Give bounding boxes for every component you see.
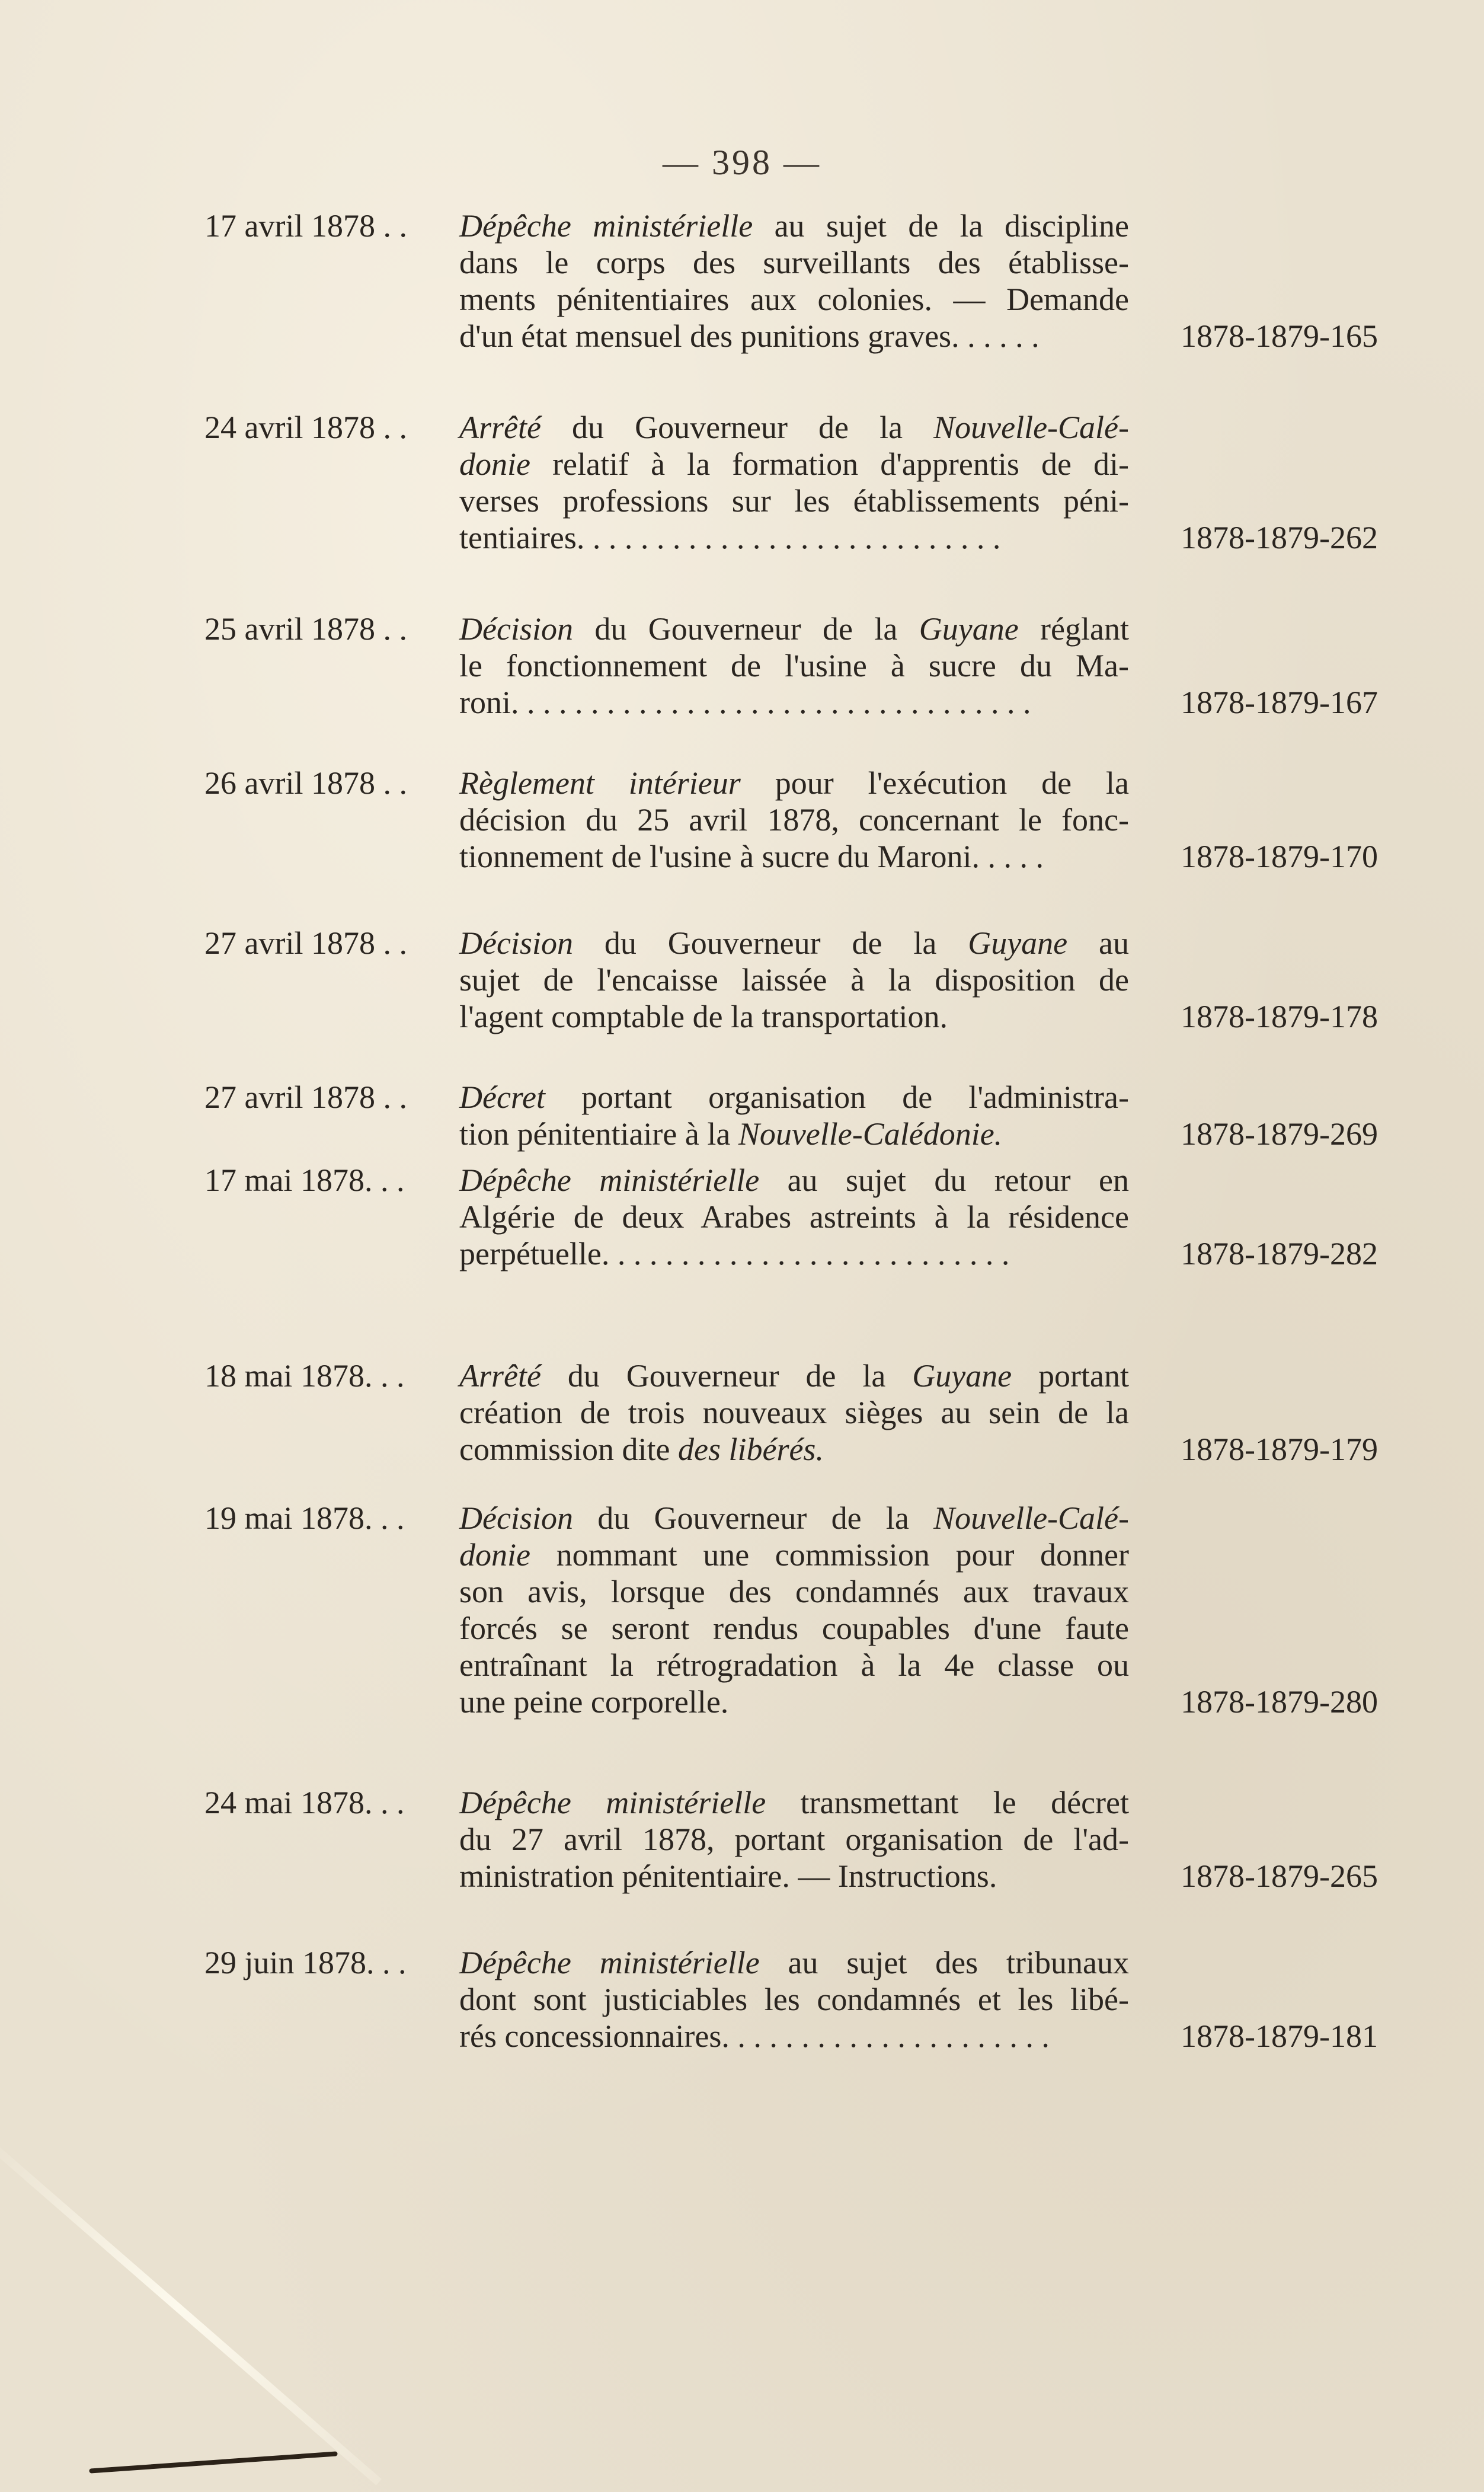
description-line: Décret portant organisation de l'administra- bbox=[459, 1079, 1129, 1115]
description-line: d'un état mensuel des punitions graves. . . . . . bbox=[459, 318, 1040, 354]
description-line: Décision du Gouverneur de la Guyane réglant bbox=[459, 611, 1129, 647]
description-line: sujet de l'encaisse laissée à la disposition de bbox=[459, 962, 1129, 998]
entry-date: 17 avril 1878 . . bbox=[204, 208, 407, 244]
entry-description bbox=[459, 1357, 1129, 1468]
paper-tear bbox=[89, 2451, 338, 2473]
description-line: roni. . . . . . . . . . . . . . . . . . . . . . . . . . . . . . . . . bbox=[459, 685, 1031, 720]
entry-reference: 1878-1879-178 bbox=[1181, 999, 1378, 1034]
entry-date: 25 avril 1878 . . bbox=[204, 611, 407, 647]
entry-date: 26 avril 1878 . . bbox=[204, 765, 407, 801]
entry-date: 24 avril 1878 . . bbox=[204, 410, 407, 445]
entry-date: 24 mai 1878. . . bbox=[204, 1785, 405, 1820]
description-line: une peine corporelle. bbox=[459, 1684, 729, 1720]
description-line: Dépêche ministérielle au sujet de la discipline bbox=[459, 208, 1129, 244]
description-line: Arrêté du Gouverneur de la Nouvelle-Calé- bbox=[459, 410, 1129, 445]
description-line: Dépêche ministérielle transmettant le décret bbox=[459, 1785, 1129, 1820]
entry-date: 18 mai 1878. . . bbox=[204, 1358, 405, 1394]
description-line: donie relatif à la formation d'apprentis de di- bbox=[459, 446, 1129, 482]
entry-date: 27 avril 1878 . . bbox=[204, 1079, 407, 1115]
entry-reference: 1878-1879-265 bbox=[1181, 1858, 1378, 1894]
entry-reference: 1878-1879-282 bbox=[1181, 1236, 1378, 1271]
description-line: Algérie de deux Arabes astreints à la résidence bbox=[459, 1199, 1129, 1235]
description-line: donie nommant une commission pour donner bbox=[459, 1537, 1129, 1573]
entry-reference: 1878-1879-262 bbox=[1181, 520, 1378, 555]
entry-date: 27 avril 1878 . . bbox=[204, 925, 407, 961]
entry-description bbox=[459, 409, 1129, 556]
entry-description bbox=[459, 1944, 1129, 2055]
description-line: ments pénitentiaires aux colonies. — Demande bbox=[459, 282, 1129, 317]
description-line: Règlement intérieur pour l'exécution de la bbox=[459, 765, 1129, 801]
entry-date: 19 mai 1878. . . bbox=[204, 1500, 405, 1536]
description-line: rés concessionnaires. . . . . . . . . . . . . . . . . . . . . bbox=[459, 2018, 1050, 2054]
entry-description bbox=[459, 1162, 1129, 1272]
entry-reference: 1878-1879-167 bbox=[1181, 685, 1378, 720]
description-line: Dépêche ministérielle au sujet des tribunaux bbox=[459, 1945, 1129, 1980]
description-line: verses professions sur les établissements péni- bbox=[459, 483, 1129, 519]
description-line: Dépêche ministérielle au sujet du retour en bbox=[459, 1162, 1129, 1198]
description-line: création de trois nouveaux sièges au sein de la bbox=[459, 1395, 1129, 1430]
entry-description bbox=[459, 925, 1129, 1035]
description-line: Décision du Gouverneur de la Nouvelle-Calé- bbox=[459, 1500, 1129, 1536]
description-line: Arrêté du Gouverneur de la Guyane portant bbox=[459, 1358, 1129, 1394]
paper-crease bbox=[0, 2129, 382, 2485]
description-line: le fonctionnement de l'usine à sucre du Ma- bbox=[459, 648, 1129, 683]
description-line: décision du 25 avril 1878, concernant le fonc- bbox=[459, 802, 1129, 838]
description-line: dont sont justiciables les condamnés et les libé- bbox=[459, 1982, 1129, 2017]
description-line: son avis, lorsque des condamnés aux travaux bbox=[459, 1574, 1129, 1609]
description-line: perpétuelle. . . . . . . . . . . . . . . . . . . . . . . . . . bbox=[459, 1236, 1010, 1271]
entry-description bbox=[459, 1784, 1129, 1894]
entry-reference: 1878-1879-170 bbox=[1181, 839, 1378, 874]
entry-date: 17 mai 1878. . . bbox=[204, 1162, 405, 1198]
entry-description bbox=[459, 611, 1129, 721]
entry-reference: 1878-1879-280 bbox=[1181, 1684, 1378, 1720]
entry-description bbox=[459, 1079, 1129, 1152]
entry-reference: 1878-1879-269 bbox=[1181, 1116, 1378, 1152]
description-line: commission dite des libérés. bbox=[459, 1432, 824, 1467]
entry-date: 29 juin 1878. . . bbox=[204, 1945, 407, 1980]
entry-reference: 1878-1879-165 bbox=[1181, 318, 1378, 354]
description-line: ministration pénitentiaire. — Instructions. bbox=[459, 1858, 997, 1894]
entry-description bbox=[459, 207, 1129, 354]
entry-description bbox=[459, 1500, 1129, 1720]
description-line: entraînant la rétrogradation à la 4e classe ou bbox=[459, 1647, 1129, 1683]
description-line: Décision du Gouverneur de la Guyane au bbox=[459, 925, 1129, 961]
description-line: tentiaires. . . . . . . . . . . . . . . . . . . . . . . . . . . bbox=[459, 520, 1001, 555]
description-line: forcés se seront rendus coupables d'une faute bbox=[459, 1611, 1129, 1646]
description-line: du 27 avril 1878, portant organisation de l'ad- bbox=[459, 1822, 1129, 1857]
entry-reference: 1878-1879-179 bbox=[1181, 1432, 1378, 1467]
entry-description bbox=[459, 765, 1129, 875]
page-number: — 398 — bbox=[663, 143, 821, 182]
description-line: tionnement de l'usine à sucre du Maroni. . . . . bbox=[459, 839, 1044, 874]
description-line: dans le corps des surveillants des établisse- bbox=[459, 245, 1129, 280]
description-line: tion pénitentiaire à la Nouvelle-Calédonie. bbox=[459, 1116, 1003, 1152]
entry-reference: 1878-1879-181 bbox=[1181, 2018, 1378, 2054]
description-line: l'agent comptable de la transportation. bbox=[459, 999, 948, 1034]
